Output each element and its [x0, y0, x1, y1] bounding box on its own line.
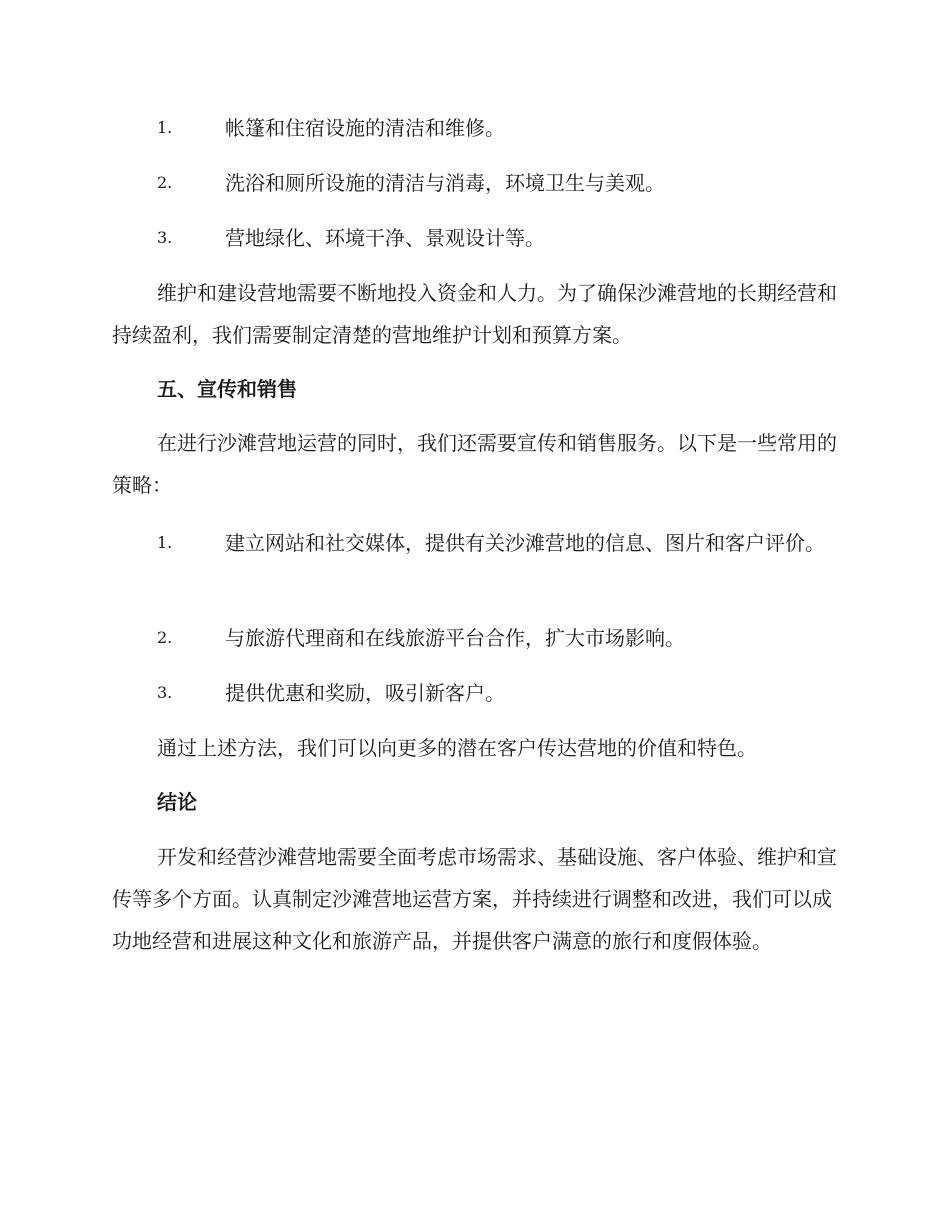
list-number: 1.: [157, 118, 173, 137]
list-text: 建立网站和社交媒体，提供有关沙滩营地的信息、图片和客户评价。: [225, 531, 825, 555]
list-number: 2.: [157, 628, 173, 647]
list-number: 3.: [157, 683, 173, 702]
section-heading-conclusion: 结论: [157, 790, 197, 814]
list-number: 1.: [157, 533, 173, 552]
paragraph-maintenance: 维护和建设营地需要不断地投入资金和人力。为了确保沙滩营地的长期经营和持续盈利，我们需要制定清楚的营地维护计划和预算方案。: [112, 281, 837, 347]
list-text: 营地绿化、环境干净、景观设计等。: [225, 226, 545, 250]
list-text: 提供优惠和奖励，吸引新客户。: [225, 681, 505, 705]
list-number: 2.: [157, 173, 173, 192]
list-text: 洗浴和厕所设施的清洁与消毒，环境卫生与美观。: [225, 171, 665, 195]
list-number: 3.: [157, 228, 173, 247]
list-text: 与旅游代理商和在线旅游平台合作，扩大市场影响。: [225, 626, 685, 650]
section-heading-promotion: 五、宣传和销售: [157, 377, 297, 401]
paragraph-promotion-intro: 在进行沙滩营地运营的同时，我们还需要宣传和销售服务。以下是一些常用的策略：: [112, 431, 837, 497]
paragraph-promotion-summary: 通过上述方法，我们可以向更多的潜在客户传达营地的价值和特色。: [157, 736, 757, 760]
list-item: [112, 527, 842, 607]
paragraph-conclusion: 开发和经营沙滩营地需要全面考虑市场需求、基础设施、客户体验、维护和宣传等多个方面。认真制定沙滩营地运营方案，并持续进行调整和改进，我们可以成功地经营和进展这种文化和旅游产品，并提供客户满意的旅行和度假体验。: [112, 845, 837, 953]
list-text: 帐篷和住宿设施的清洁和维修。: [225, 116, 505, 140]
